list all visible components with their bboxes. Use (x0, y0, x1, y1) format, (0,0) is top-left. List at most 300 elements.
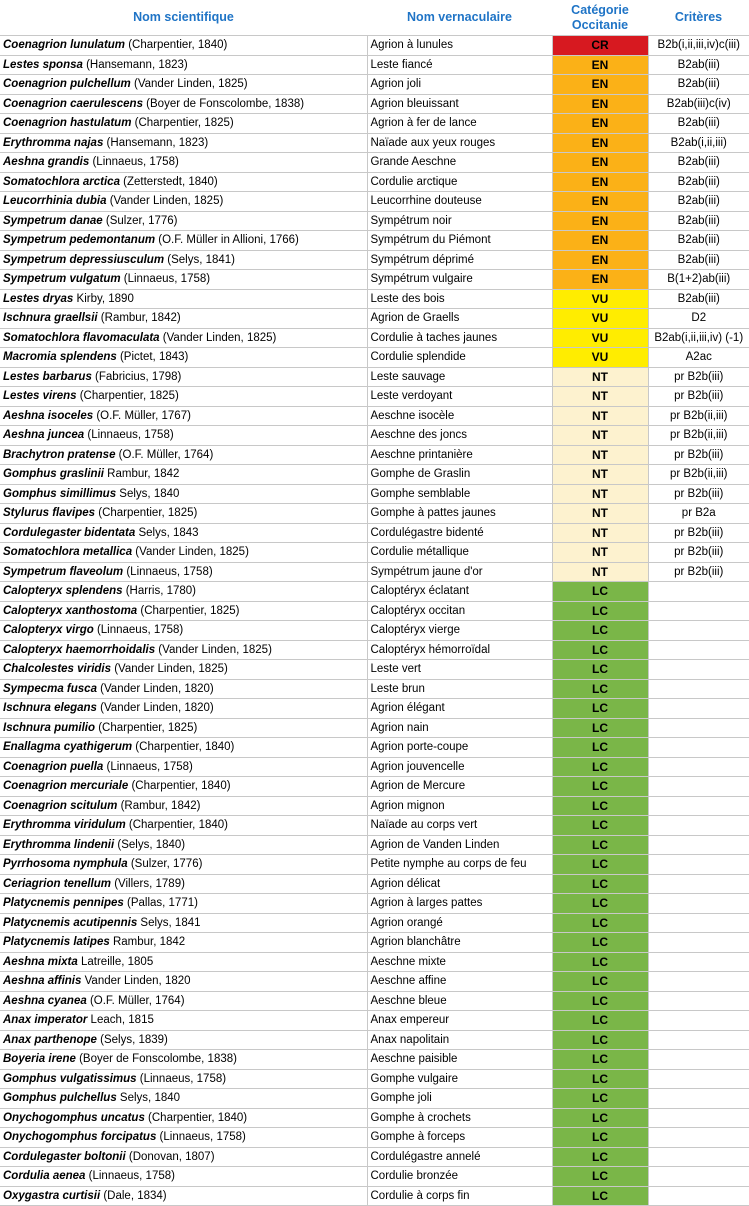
scientific-name-cell (0, 114, 367, 134)
criteria-cell (648, 816, 749, 836)
species-author: (Charpentier, 1825) (131, 117, 234, 130)
scientific-name-cell (0, 679, 367, 699)
vernacular-name-cell: Aeschne mixte (367, 952, 552, 972)
table-row (0, 211, 749, 231)
scientific-name-cell (0, 523, 367, 543)
category-badge: NT (552, 387, 648, 407)
table-row (0, 192, 749, 212)
criteria-cell: B2ab(iii) (648, 55, 749, 75)
category-badge: CR (552, 36, 648, 56)
criteria-cell (648, 874, 749, 894)
category-badge: EN (552, 153, 648, 173)
criteria-cell (648, 894, 749, 914)
species-name: Ischnura pumilio (3, 721, 96, 734)
vernacular-name-cell: Leste des bois (367, 289, 552, 309)
species-author: (Charpentier, 1825) (76, 390, 179, 403)
criteria-cell (648, 933, 749, 953)
category-badge: LC (552, 601, 648, 621)
table-row (0, 952, 749, 972)
vernacular-name-cell: Gomphe à pattes jaunes (367, 504, 552, 524)
category-badge: LC (552, 952, 648, 972)
species-author: (Dale, 1834) (100, 1189, 167, 1202)
scientific-name-cell (0, 543, 367, 563)
table-row (0, 621, 749, 641)
vernacular-name-cell: Gomphe de Graslin (367, 465, 552, 485)
table-row (0, 133, 749, 153)
category-badge: LC (552, 816, 648, 836)
scientific-name-cell (0, 133, 367, 153)
table-row (0, 484, 749, 504)
criteria-cell: A2ac (648, 348, 749, 368)
scientific-name-cell (0, 1128, 367, 1148)
species-author: (Boyer de Fonscolombe, 1838) (75, 1053, 237, 1066)
vernacular-name-cell: Aeschne isocèle (367, 406, 552, 426)
criteria-cell (648, 757, 749, 777)
species-name: Coenagrion scitulum (3, 799, 118, 812)
species-author: (Sulzer, 1776) (127, 858, 203, 871)
scientific-name-cell (0, 172, 367, 192)
criteria-cell: D2 (648, 309, 749, 329)
species-name: Coenagrion hastulatum (3, 117, 132, 130)
category-badge: LC (552, 1069, 648, 1089)
scientific-name-cell (0, 952, 367, 972)
scientific-name-cell (0, 1030, 367, 1050)
species-author: (Linnaeus, 1758) (84, 429, 174, 442)
vernacular-name-cell: Gomphe joli (367, 1089, 552, 1109)
species-author: (Linnaeus, 1758) (156, 1131, 246, 1144)
criteria-cell: pr B2b(ii,iii) (648, 465, 749, 485)
species-author: (Linnaeus, 1758) (136, 1072, 227, 1085)
species-name: Lestes sponsa (3, 58, 83, 71)
criteria-cell (648, 1069, 749, 1089)
table-row (0, 523, 749, 543)
species-name: Pyrrhosoma nymphula (3, 858, 128, 871)
vernacular-name-cell: Agrion joli (367, 75, 552, 95)
category-badge: LC (552, 621, 648, 641)
species-author: (Vander Linden, 1820) (96, 702, 214, 715)
species-name: Chalcolestes viridis (3, 663, 112, 676)
scientific-name-cell (0, 718, 367, 738)
category-badge: EN (552, 133, 648, 153)
vernacular-name-cell: Caloptéryx éclatant (367, 582, 552, 602)
criteria-cell (648, 855, 749, 875)
species-author: (Charpentier, 1840) (125, 819, 228, 832)
header-category-line1: Catégorie (571, 2, 629, 17)
species-name: Sympetrum pedemontanum (3, 234, 156, 247)
species-author: (Zetterstedt, 1840) (119, 175, 218, 188)
table-row (0, 1167, 749, 1187)
table-row (0, 367, 749, 387)
category-badge: VU (552, 309, 648, 329)
category-badge: EN (552, 231, 648, 251)
species-author: (Linnaeus, 1758) (93, 624, 184, 637)
category-badge: NT (552, 445, 648, 465)
vernacular-name-cell: Caloptéryx vierge (367, 621, 552, 641)
species-name: Somatochlora flavomaculata (3, 331, 160, 344)
table-row (0, 406, 749, 426)
criteria-cell: B2ab(iii)c(iv) (648, 94, 749, 114)
criteria-cell (648, 952, 749, 972)
criteria-cell (648, 1186, 749, 1206)
criteria-cell (648, 972, 749, 992)
category-badge: LC (552, 855, 648, 875)
scientific-name-cell (0, 94, 367, 114)
criteria-cell: pr B2b(iii) (648, 484, 749, 504)
category-badge: EN (552, 192, 648, 212)
category-badge: LC (552, 991, 648, 1011)
criteria-cell (648, 796, 749, 816)
species-author: Rambur, 1842 (103, 468, 180, 481)
table-row (0, 231, 749, 251)
species-author: (Charpentier, 1825) (137, 604, 240, 617)
criteria-cell (648, 1108, 749, 1128)
table-row (0, 874, 749, 894)
species-author: (Charpentier, 1840) (125, 39, 228, 52)
vernacular-name-cell: Gomphe à crochets (367, 1108, 552, 1128)
category-badge: NT (552, 465, 648, 485)
species-author: (O.F. Müller, 1767) (93, 409, 191, 422)
category-badge: EN (552, 172, 648, 192)
category-badge: EN (552, 94, 648, 114)
vernacular-name-cell: Naïade aux yeux rouges (367, 133, 552, 153)
criteria-cell: B2ab(iii) (648, 250, 749, 270)
table-row (0, 250, 749, 270)
species-name: Sympetrum depressiusculum (3, 253, 165, 266)
table-row (0, 172, 749, 192)
vernacular-name-cell: Aeschne bleue (367, 991, 552, 1011)
species-author: (Charpentier, 1840) (144, 1111, 248, 1124)
criteria-cell (648, 640, 749, 660)
scientific-name-cell (0, 1089, 367, 1109)
criteria-cell: B2ab(iii) (648, 153, 749, 173)
table-row (0, 933, 749, 953)
scientific-name-cell (0, 289, 367, 309)
species-author: (Charpentier, 1825) (95, 721, 198, 734)
criteria-cell: B2ab(iii) (648, 289, 749, 309)
criteria-cell: pr B2a (648, 504, 749, 524)
species-name: Lestes dryas (3, 292, 74, 305)
vernacular-name-cell: Naïade au corps vert (367, 816, 552, 836)
category-badge: EN (552, 114, 648, 134)
table-row (0, 972, 749, 992)
criteria-cell: B2ab(iii) (648, 211, 749, 231)
category-badge: LC (552, 796, 648, 816)
scientific-name-cell (0, 1069, 367, 1089)
criteria-cell: B2ab(iii) (648, 172, 749, 192)
category-badge: NT (552, 484, 648, 504)
species-name: Sympetrum flaveolum (3, 565, 124, 578)
category-badge: LC (552, 777, 648, 797)
vernacular-name-cell: Agrion à lunules (367, 36, 552, 56)
species-author: (Selys, 1841) (164, 253, 236, 266)
criteria-cell: pr B2b(iii) (648, 367, 749, 387)
vernacular-name-cell: Sympétrum du Piémont (367, 231, 552, 251)
species-author: Latreille, 1805 (77, 955, 154, 968)
scientific-name-cell (0, 36, 367, 56)
vernacular-name-cell: Leste vert (367, 660, 552, 680)
species-author: (Linnaeus, 1758) (85, 1170, 175, 1183)
species-name: Erythromma lindenii (3, 838, 115, 851)
table-row (0, 1050, 749, 1070)
species-author: (Vander Linden, 1825) (111, 663, 228, 676)
criteria-cell: B(1+2)ab(iii) (648, 270, 749, 290)
criteria-cell: pr B2b(ii,iii) (648, 406, 749, 426)
criteria-cell (648, 621, 749, 641)
vernacular-name-cell: Agrion orangé (367, 913, 552, 933)
table-row (0, 855, 749, 875)
table-row (0, 504, 749, 524)
table-row (0, 55, 749, 75)
species-author: (Charpentier, 1825) (95, 507, 198, 520)
species-name: Aeshna affinis (3, 975, 82, 988)
scientific-name-cell (0, 426, 367, 446)
scientific-name-cell (0, 933, 367, 953)
vernacular-name-cell: Aeschne printanière (367, 445, 552, 465)
scientific-name-cell (0, 1108, 367, 1128)
species-name: Sympecma fusca (3, 682, 97, 695)
category-badge: LC (552, 1030, 648, 1050)
species-author: (Hansemann, 1823) (82, 58, 188, 71)
scientific-name-cell (0, 55, 367, 75)
species-name: Gomphus vulgatissimus (3, 1072, 137, 1085)
table-row (0, 1069, 749, 1089)
scientific-name-cell (0, 1011, 367, 1031)
species-author: (Linnaeus, 1758) (123, 565, 213, 578)
species-name: Coenagrion pulchellum (3, 78, 131, 91)
table-row (0, 36, 749, 56)
table-row (0, 582, 749, 602)
species-name: Boyeria irene (3, 1053, 76, 1066)
vernacular-name-cell: Agrion à fer de lance (367, 114, 552, 134)
species-author: (Vander Linden, 1820) (96, 682, 214, 695)
scientific-name-cell (0, 855, 367, 875)
species-name: Calopteryx haemorrhoidalis (3, 643, 156, 656)
table-row (0, 1030, 749, 1050)
vernacular-name-cell: Cordulégastre annelé (367, 1147, 552, 1167)
table-body (0, 36, 749, 1206)
scientific-name-cell (0, 1050, 367, 1070)
category-badge: LC (552, 1186, 648, 1206)
species-name: Lestes virens (3, 390, 77, 403)
table-row (0, 640, 749, 660)
species-name: Ceriagrion tenellum (3, 877, 111, 890)
category-badge: LC (552, 913, 648, 933)
criteria-cell (648, 660, 749, 680)
species-author: Selys, 1843 (135, 526, 199, 539)
table-row (0, 1128, 749, 1148)
scientific-name-cell (0, 640, 367, 660)
vernacular-name-cell: Agrion de Graells (367, 309, 552, 329)
species-name: Platycnemis latipes (3, 936, 110, 949)
criteria-cell: pr B2b(iii) (648, 445, 749, 465)
species-name: Onychogomphus uncatus (3, 1111, 145, 1124)
species-author: Vander Linden, 1820 (81, 975, 191, 988)
criteria-cell: B2ab(iii) (648, 231, 749, 251)
vernacular-name-cell: Leste verdoyant (367, 387, 552, 407)
table-row (0, 796, 749, 816)
species-author: (Selys, 1840) (114, 838, 186, 851)
vernacular-name-cell: Agrion de Vanden Linden (367, 835, 552, 855)
scientific-name-cell (0, 348, 367, 368)
category-badge: LC (552, 972, 648, 992)
vernacular-name-cell: Agrion à larges pattes (367, 894, 552, 914)
scientific-name-cell (0, 211, 367, 231)
table-row (0, 699, 749, 719)
vernacular-name-cell: Gomphe vulgaire (367, 1069, 552, 1089)
vernacular-name-cell: Aeschne paisible (367, 1050, 552, 1070)
criteria-cell (648, 601, 749, 621)
scientific-name-cell (0, 250, 367, 270)
vernacular-name-cell: Sympétrum jaune d'or (367, 562, 552, 582)
scientific-name-cell (0, 1167, 367, 1187)
category-badge: LC (552, 1167, 648, 1187)
scientific-name-cell (0, 601, 367, 621)
species-author: Selys, 1841 (137, 916, 201, 929)
species-name: Leucorrhinia dubia (3, 195, 107, 208)
vernacular-name-cell: Agrion porte-coupe (367, 738, 552, 758)
vernacular-name-cell: Agrion délicat (367, 874, 552, 894)
category-badge: EN (552, 211, 648, 231)
category-badge: EN (552, 270, 648, 290)
species-name: Sympetrum vulgatum (3, 273, 121, 286)
vernacular-name-cell: Cordulie métallique (367, 543, 552, 563)
species-name: Calopteryx virgo (3, 624, 94, 637)
species-author: (Linnaeus, 1758) (89, 156, 179, 169)
criteria-cell (648, 1050, 749, 1070)
species-name: Anax imperator (3, 1014, 88, 1027)
scientific-name-cell (0, 660, 367, 680)
species-author: (Vander Linden, 1825) (155, 643, 272, 656)
table-row (0, 718, 749, 738)
species-name: Gomphus simillimus (3, 487, 117, 500)
vernacular-name-cell: Agrion blanchâtre (367, 933, 552, 953)
category-badge: LC (552, 1108, 648, 1128)
vernacular-name-cell: Gomphe semblable (367, 484, 552, 504)
species-author: Kirby, 1890 (73, 292, 134, 305)
scientific-name-cell (0, 1186, 367, 1206)
table-row (0, 738, 749, 758)
scientific-name-cell (0, 874, 367, 894)
species-name: Onychogomphus forcipatus (3, 1131, 157, 1144)
species-author: (Villers, 1789) (111, 877, 185, 890)
vernacular-name-cell: Sympétrum noir (367, 211, 552, 231)
species-author: (Sulzer, 1776) (102, 214, 178, 227)
category-badge: LC (552, 1128, 648, 1148)
species-author: (Vander Linden, 1825) (132, 546, 249, 559)
table-row (0, 562, 749, 582)
species-author: (Boyer de Fonscolombe, 1838) (142, 97, 305, 110)
criteria-cell: B2ab(iii) (648, 75, 749, 95)
scientific-name-cell (0, 445, 367, 465)
header-scientific-name: Nom scientifique (0, 0, 367, 36)
species-name: Brachytron pratense (3, 448, 116, 461)
species-name: Oxygastra curtisii (3, 1189, 101, 1202)
scientific-name-cell (0, 894, 367, 914)
table-row (0, 913, 749, 933)
scientific-name-cell (0, 835, 367, 855)
table-row (0, 328, 749, 348)
header-vernacular-name: Nom vernaculaire (367, 0, 552, 36)
species-author: (Pictet, 1843) (116, 351, 189, 364)
criteria-cell: B2ab(i,ii,iii,iv) (-1) (648, 328, 749, 348)
scientific-name-cell (0, 75, 367, 95)
criteria-cell (648, 679, 749, 699)
species-name: Coenagrion lunulatum (3, 39, 126, 52)
header-row (0, 0, 749, 36)
scientific-name-cell (0, 913, 367, 933)
category-badge: VU (552, 289, 648, 309)
vernacular-name-cell: Leste fiancé (367, 55, 552, 75)
criteria-cell: B2ab(i,ii,iii) (648, 133, 749, 153)
vernacular-name-cell: Petite nymphe au corps de feu (367, 855, 552, 875)
vernacular-name-cell: Agrion de Mercure (367, 777, 552, 797)
table-row (0, 426, 749, 446)
criteria-cell: pr B2b(iii) (648, 523, 749, 543)
scientific-name-cell (0, 796, 367, 816)
category-badge: VU (552, 348, 648, 368)
category-badge: LC (552, 757, 648, 777)
category-badge: LC (552, 874, 648, 894)
scientific-name-cell (0, 504, 367, 524)
species-author: (O.F. Müller, 1764) (86, 994, 185, 1007)
category-badge: LC (552, 1089, 648, 1109)
category-badge: LC (552, 640, 648, 660)
species-author: (O.F. Müller, 1764) (115, 448, 214, 461)
vernacular-name-cell: Agrion bleuissant (367, 94, 552, 114)
table-row (0, 1011, 749, 1031)
table-row (0, 894, 749, 914)
scientific-name-cell (0, 387, 367, 407)
criteria-cell (648, 1030, 749, 1050)
vernacular-name-cell: Anax napolitain (367, 1030, 552, 1050)
species-author: (Selys, 1839) (96, 1033, 168, 1046)
scientific-name-cell (0, 777, 367, 797)
criteria-cell: pr B2b(iii) (648, 562, 749, 582)
criteria-cell: pr B2b(iii) (648, 387, 749, 407)
scientific-name-cell (0, 367, 367, 387)
category-badge: LC (552, 660, 648, 680)
table-row (0, 991, 749, 1011)
species-name: Aeshna isoceles (3, 409, 94, 422)
criteria-cell (648, 777, 749, 797)
table-row (0, 387, 749, 407)
species-name: Cordulegaster bidentata (3, 526, 136, 539)
vernacular-name-cell: Leucorrhine douteuse (367, 192, 552, 212)
species-author: (Vander Linden, 1825) (130, 78, 248, 91)
category-badge: LC (552, 835, 648, 855)
species-author: (Hansemann, 1823) (103, 136, 209, 149)
category-badge: EN (552, 250, 648, 270)
scientific-name-cell (0, 270, 367, 290)
table-row (0, 289, 749, 309)
species-author: Leach, 1815 (87, 1014, 154, 1027)
species-name: Coenagrion puella (3, 760, 104, 773)
scientific-name-cell (0, 406, 367, 426)
category-badge: NT (552, 367, 648, 387)
species-name: Somatochlora arctica (3, 175, 120, 188)
species-name: Sympetrum danae (3, 214, 103, 227)
species-name: Cordulia aenea (3, 1170, 86, 1183)
vernacular-name-cell: Caloptéryx occitan (367, 601, 552, 621)
scientific-name-cell (0, 738, 367, 758)
species-name: Platycnemis pennipes (3, 897, 124, 910)
category-badge: NT (552, 543, 648, 563)
category-badge: LC (552, 1011, 648, 1031)
table-row (0, 114, 749, 134)
scientific-name-cell (0, 231, 367, 251)
criteria-cell (648, 1011, 749, 1031)
category-badge: LC (552, 582, 648, 602)
